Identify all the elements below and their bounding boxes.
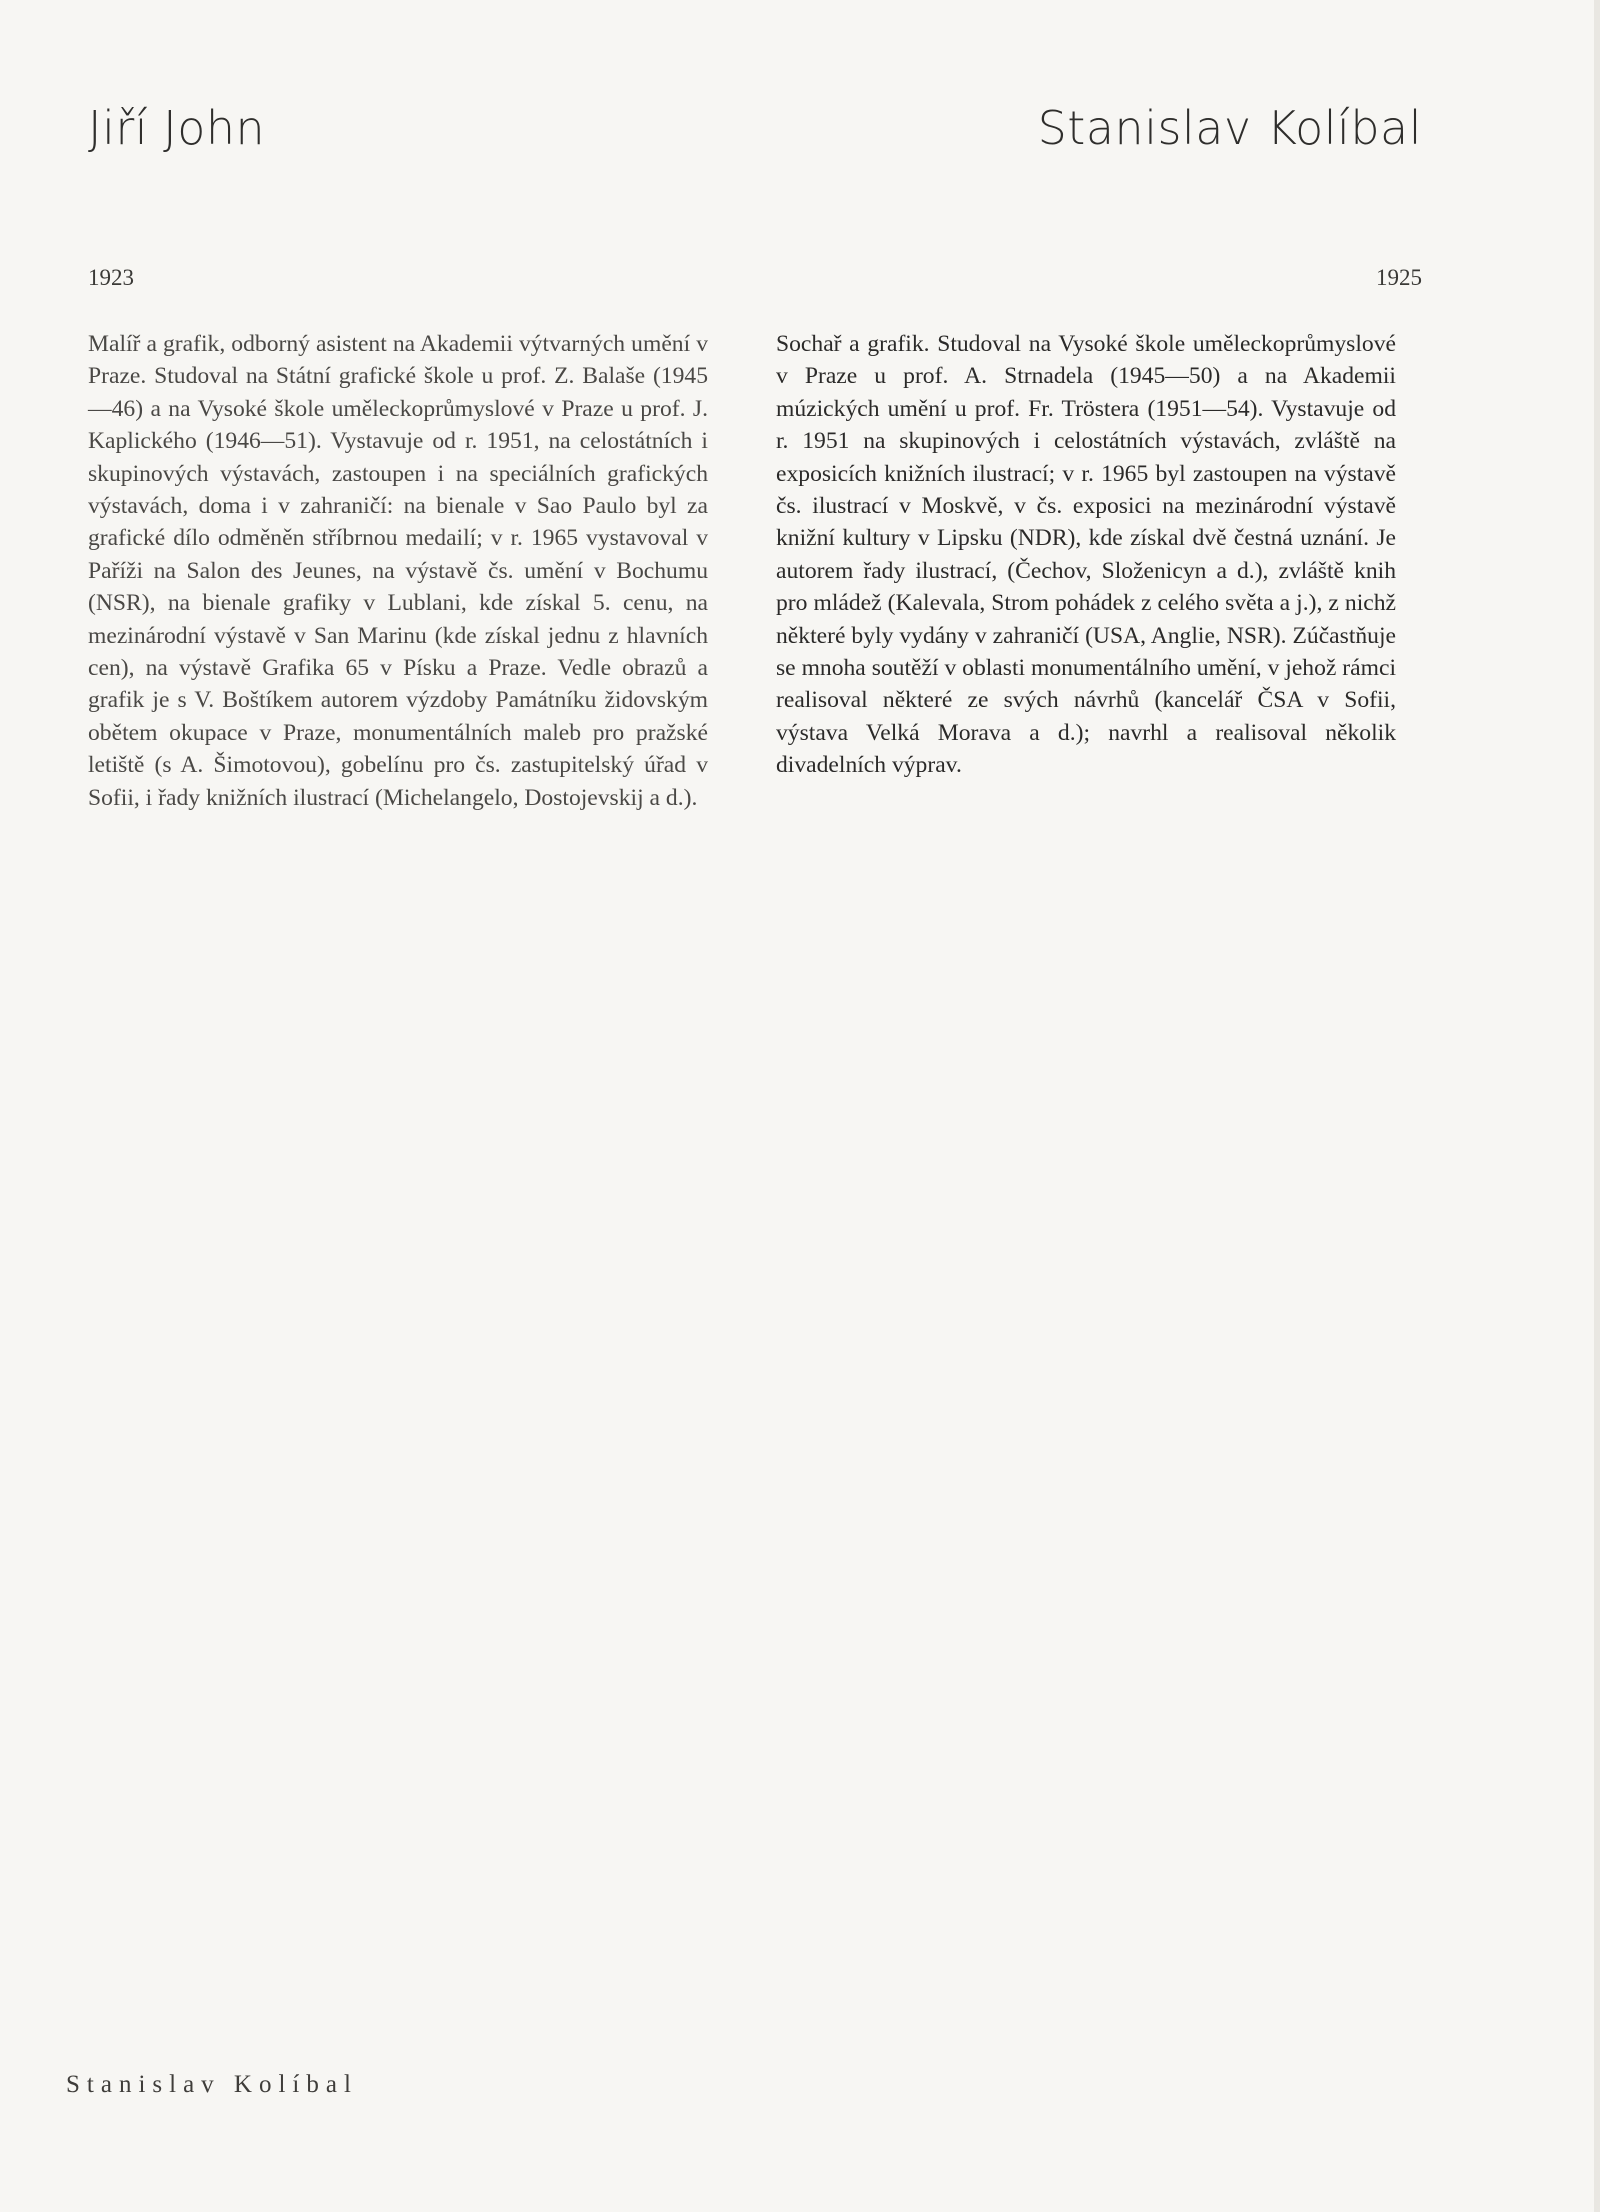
biography-stanislav-kolibal: Sochař a grafik. Studoval na Vysoké škole uměleckoprůmyslové v Praze u prof. A. Strnadela (1945—50) a na Akademii múzických umění u prof. Fr. Tröstera (1951—54). Vystavuje od r. 1951 na skupinových i celostátních výstavách, zvláště na exposicích knižních ilustrací; v r. 1965 byl zastoupen na výstavě čs. ilustrací v Moskvě, v čs. exposici na mezinárodní výstavě knižní kultury v Lipsku (NDR), kde získal dvě čestná uznání. Je autorem řady ilustrací, (Čechov, Složenicyn a d.), zvláště knih pro mládež (Kalevala, Strom pohádek z celého světa a j.), z nichž některé byly vydány v zahraničí (USA, Anglie, NSR). Zúčastňuje se mnoha soutěží v oblasti monumentálního umění, v jehož rámci realisoval některé ze svých návrhů (kancelář ČSA v Sofii, výstava Velká Morava a d.); navrhl a realisoval několik divadelních výprav. [776,331,1396,779]
birth-year-left: 1923 [88,265,134,290]
artist-name-jiri-john: Jiří John [88,101,266,155]
birth-year-right: 1925 [1376,265,1422,290]
footer-signature: Stanislav Kolíbal [66,2071,358,2098]
artist-name-stanislav-kolibal: Stanislav Kolíbal [1037,101,1422,155]
page-edge [1594,0,1600,2212]
biography-jiri-john: Malíř a grafik, odborný asistent na Akademii výtvarných umění v Praze. Studoval na Státní grafické škole u prof. Z. Balaše (1945—46) a na Vysoké škole uměleckoprůmyslové v Praze u prof. J. Kaplického (1946—51). Vystavuje od r. 1951, na celostátních i skupinových výstavách, zastoupen i na speciálních grafických výstavách, doma i v zahraničí: na bienale v Sao Paulo byl za grafické dílo odměněn stříbrnou medailí; v r. 1965 vystavoval v Paříži na Salon des Jeunes, na výstavě čs. umění v Bochumu (NSR), na bienale grafiky v Lublani, kde získal 5. cenu, na mezinárodní výstavě v San Marinu (kde získal jednu z hlavních cen), na výstavě Grafika 65 v Písku a Praze. Vedle obrazů a grafik je s V. Boštíkem autorem výzdoby Památníku židovským obětem okupace v Praze, monumentálních maleb pro pražské letiště (s A. Šimotovou), gobelínu pro čs. zastupitelský úřad v Sofii, i řady knižních ilustrací (Michelangelo, Dostojevskij a d.). [88,331,708,811]
